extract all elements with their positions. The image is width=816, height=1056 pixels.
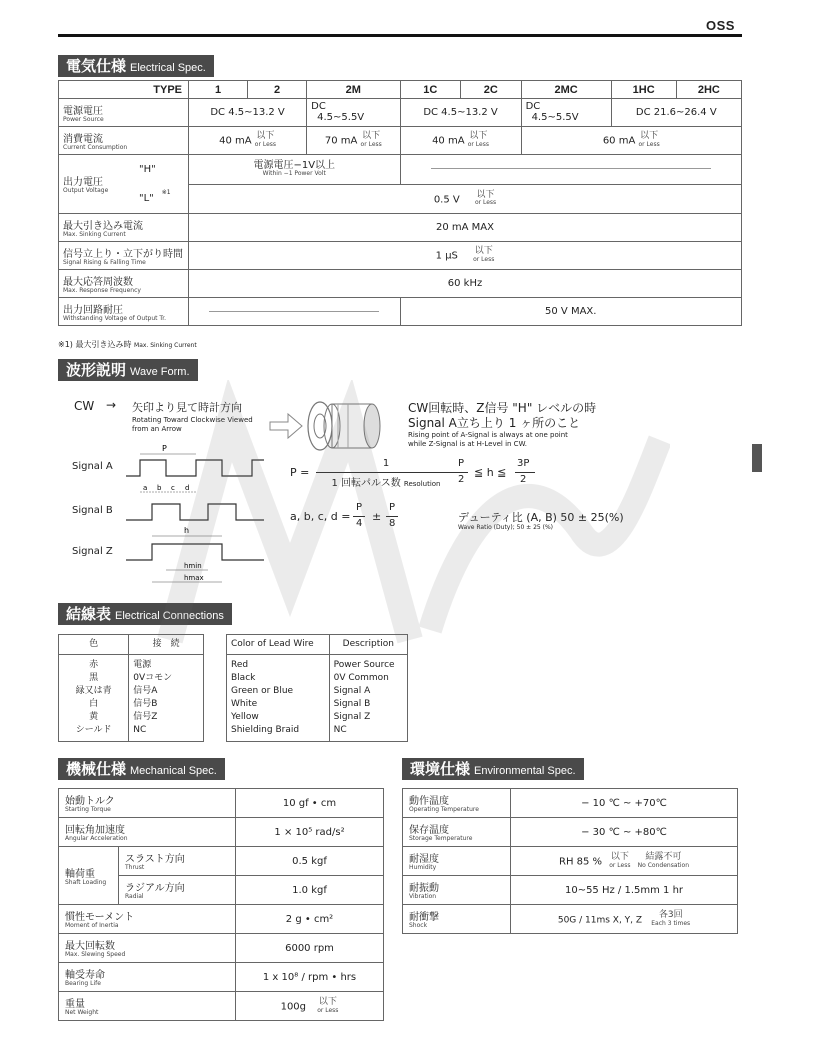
type-2m: 2M — [307, 81, 400, 99]
table-row: 白 信号B — [59, 698, 204, 711]
table-row — [403, 847, 738, 876]
vibration-label: 耐振動 Vibration — [403, 876, 511, 905]
shaft-loading-label: 軸荷重 Shaft Loading — [59, 847, 119, 905]
table-row — [403, 789, 738, 818]
h-ineq-right-bar — [515, 472, 535, 473]
current-2m: 70 mA 以下 or Less — [307, 127, 400, 155]
inertia-value: 2 g • cm² — [236, 905, 384, 934]
storage-label: 保存温度 Storage Temperature — [403, 818, 511, 847]
h-ineq-left-bar — [456, 472, 468, 473]
radial-value: 1.0 kgf — [236, 876, 384, 905]
signal-z-wave — [126, 544, 264, 560]
starting-torque-value: 10 gf • cm — [236, 789, 384, 818]
table-row: Yellow Signal Z — [227, 711, 408, 724]
table-row: Green or Blue Signal A — [227, 685, 408, 698]
mechanical-section-heading: 機械仕様 Mechanical Spec. — [58, 758, 225, 780]
abcd-den2: 8 — [389, 518, 396, 529]
signal-b-label: Signal B — [72, 505, 113, 516]
starting-torque-label: 始動トルク Starting Torque — [59, 789, 236, 818]
bearing-label: 軸受寿命 Bearing Life — [59, 963, 236, 992]
output-l-value: 0.5 V 以下 or Less — [189, 184, 742, 214]
dim-d: d — [185, 484, 190, 492]
conn-jp-h-connect: 接 続 — [129, 635, 204, 655]
conn-en-header — [227, 635, 408, 655]
sinking-value: 20 mA MAX — [189, 214, 742, 242]
thrust-value: 0.5 kgf — [236, 847, 384, 876]
p-dimension-label: P — [162, 444, 167, 453]
table-row: 赤 電源 — [59, 655, 204, 673]
power-source-row — [59, 99, 742, 127]
conn-en-h-desc: Description — [329, 635, 407, 655]
encoder-illustration — [268, 392, 398, 456]
bearing-value: 1 x 10⁸ / rpm • hrs — [236, 963, 384, 992]
duty-ratio-en: Wave Ratio (Duty); 50 ± 25 (%) — [458, 524, 554, 531]
table-row — [59, 992, 384, 1021]
output-h-none — [400, 155, 742, 185]
conn-jp-header — [59, 635, 204, 655]
abcd-pm: ± — [372, 510, 382, 523]
humidity-value: RH 85 % 以下 or Less 結露不可 No Condensation — [511, 847, 738, 876]
output-voltage-label: 出力電圧 Output Voltage "H" "L" ※1 — [59, 155, 189, 214]
cw-desc-en1: Rotating Toward Clockwise Viewed — [132, 416, 253, 424]
signal-a-label: Signal A — [72, 461, 113, 472]
freq-label: 最大応答周波数 Max. Response Frequency — [59, 270, 189, 298]
side-tab-marker — [752, 444, 762, 472]
connections-table-jp — [58, 634, 204, 742]
table-row — [59, 847, 384, 876]
operating-value: − 10 ℃ ~ +70℃ — [511, 789, 738, 818]
wave-note-en2: while Z-Signal is at H-Level in CW. — [408, 440, 527, 448]
sinking-label: 最大引き込み電流 Max. Sinking Current — [59, 214, 189, 242]
accel-value: 1 × 10⁵ rad/s² — [236, 818, 384, 847]
power-source-hc: DC 21.6~26.4 V — [611, 99, 741, 127]
current-row — [59, 127, 742, 155]
rising-row — [59, 242, 742, 270]
freq-row — [59, 270, 742, 298]
type-header-row — [59, 81, 742, 99]
weight-value: 100g 以下 or Less — [236, 992, 384, 1021]
storage-value: − 30 ℃ ~ +80℃ — [511, 818, 738, 847]
table-row — [59, 934, 384, 963]
abcd-bar2 — [386, 516, 398, 517]
withstand-none — [189, 298, 401, 326]
rising-label: 信号立上り・立下がり時間 Signal Rising & Falling Time — [59, 242, 189, 270]
shock-label: 耐衝撃 Shock — [403, 905, 511, 934]
power-source-label: 電源電圧 Power Source — [59, 99, 189, 127]
current-label: 消費電流 Current Consumption — [59, 127, 189, 155]
table-row: Shielding Braid NC — [227, 724, 408, 742]
p-formula-lhs: P = — [290, 466, 310, 479]
signal-z-label: Signal Z — [72, 546, 113, 557]
p-formula-num: 1 — [382, 458, 390, 469]
electrical-section-heading — [58, 55, 214, 77]
sinking-row — [59, 214, 742, 242]
table-row: 黒 0Vコモン — [59, 672, 204, 685]
type-label: TYPE — [59, 81, 189, 99]
wave-section-heading: 波形説明 Wave Form. — [58, 359, 198, 381]
slewing-value: 6000 rpm — [236, 934, 384, 963]
table-row: 緑又は青 信号A — [59, 685, 204, 698]
table-row — [59, 963, 384, 992]
shock-value: 50G / 11ms X, Y, Z 各3回 Each 3 times — [511, 905, 738, 934]
table-row — [59, 905, 384, 934]
h-ineq-left-den: 2 — [458, 474, 465, 485]
electrical-footnote: ※1) 最大引き込み時 Max. Sinking Current — [58, 340, 197, 349]
output-h-row — [59, 155, 742, 185]
electrical-title-en: Electrical Spec. — [130, 62, 206, 74]
brand-logo-text: OSS — [706, 18, 735, 33]
dim-c: c — [171, 484, 175, 492]
abcd-num2: P — [389, 502, 396, 513]
output-l-label: "L" ※1 — [139, 189, 171, 204]
vibration-value: 10~55 Hz / 1.5mm 1 hr — [511, 876, 738, 905]
table-row — [59, 789, 384, 818]
type-2mc: 2MC — [521, 81, 611, 99]
weight-label: 重量 Net Weight — [59, 992, 236, 1021]
table-row — [403, 876, 738, 905]
signal-a-wave — [126, 460, 264, 476]
environmental-spec-table — [402, 788, 738, 934]
current-mc-hc: 60 mA 以下 or Less — [521, 127, 741, 155]
h-dimension-label: h — [184, 526, 190, 535]
connections-table-en — [226, 634, 408, 742]
type-2c: 2C — [461, 81, 522, 99]
cw-desc-jp: 矢印より見て時計方向 — [132, 401, 242, 414]
abcd-num1: P — [356, 502, 363, 513]
power-source-2m: DC 4.5~5.5V — [307, 99, 400, 127]
output-h-value: 電源電圧−1V以上 Within −1 Power Volt — [189, 155, 401, 185]
p-formula-bar — [316, 472, 456, 473]
cw-label: CW — [74, 399, 95, 413]
abcd-formula-lhs: a, b, c, d = — [290, 510, 351, 523]
h-ineq-mid: ≦ h ≦ — [474, 466, 507, 479]
rising-value: 1 μS 以下 or Less — [189, 242, 742, 270]
table-row: Black 0V Common — [227, 672, 408, 685]
table-row — [59, 818, 384, 847]
h-ineq-right-den: 2 — [520, 474, 527, 485]
current-1-2: 40 mA 以下 or Less — [189, 127, 307, 155]
slewing-label: 最大回転数 Max. Slewing Speed — [59, 934, 236, 963]
table-row: Red Power Source — [227, 655, 408, 673]
signal-b-wave — [126, 504, 264, 520]
mechanical-spec-table — [58, 788, 384, 1021]
humidity-label: 耐湿度 Humidity — [403, 847, 511, 876]
cw-desc-en2: from an Arrow — [132, 425, 182, 433]
h-ineq-right-num: 3P — [517, 458, 530, 469]
electrical-spec-table — [58, 80, 742, 326]
type-2: 2 — [248, 81, 307, 99]
duty-ratio-jp: デューティ比 (A, B) 50 ± 25(%) — [458, 511, 624, 524]
inertia-label: 慣性モーメント Moment of Inertia — [59, 905, 236, 934]
abcd-bar1 — [353, 516, 365, 517]
thrust-label: スラスト方向 Thrust — [119, 847, 236, 876]
radial-label: ラジアル方向 Radial — [119, 876, 236, 905]
table-row — [403, 818, 738, 847]
connections-section-heading: 結線表 Electrical Connections — [58, 603, 232, 625]
dim-a: a — [143, 484, 148, 492]
table-row: シールド NC — [59, 724, 204, 742]
power-source-1-2: DC 4.5~13.2 V — [189, 99, 307, 127]
withstand-label: 出力回路耐圧 Withstanding Voltage of Output Tr. — [59, 298, 189, 326]
abcd-den1: 4 — [356, 518, 363, 529]
dim-b: b — [157, 484, 162, 492]
type-1c: 1C — [400, 81, 461, 99]
withstand-row — [59, 298, 742, 326]
header-rule — [58, 34, 742, 37]
current-1c-2c: 40 mA 以下 or Less — [400, 127, 521, 155]
table-row: 黄 信号Z — [59, 711, 204, 724]
power-source-1c-2c: DC 4.5~13.2 V — [400, 99, 521, 127]
wave-note-jp1: CW回転時、Z信号 "H" レベルの時 — [408, 401, 597, 415]
hmin-label: hmin — [184, 562, 202, 570]
p-formula-den: 1 回転パルス数 Resolution — [331, 478, 441, 489]
type-1: 1 — [189, 81, 248, 99]
conn-en-h-color: Color of Lead Wire — [227, 635, 330, 655]
power-source-2mc: DC 4.5~5.5V — [521, 99, 611, 127]
withstand-value: 50 V MAX. — [400, 298, 742, 326]
output-h-label: "H" — [139, 164, 156, 175]
waveform-diagram — [122, 440, 272, 590]
type-1hc: 1HC — [611, 81, 676, 99]
cw-arrow: → — [106, 398, 117, 412]
conn-jp-h-color: 色 — [59, 635, 129, 655]
wave-note-en1: Rising point of A-Signal is always at one point — [408, 431, 568, 439]
type-2hc: 2HC — [676, 81, 741, 99]
accel-label: 回転角加速度 Angular Acceleration — [59, 818, 236, 847]
hmax-label: hmax — [184, 574, 204, 582]
h-ineq-left-num: P — [458, 458, 465, 469]
table-row: White Signal B — [227, 698, 408, 711]
table-row — [403, 905, 738, 934]
environmental-section-heading: 環境仕様 Environmental Spec. — [402, 758, 584, 780]
freq-value: 60 kHz — [189, 270, 742, 298]
wave-note-jp2: Signal A立ち上り 1 ヶ所のこと — [408, 416, 581, 430]
electrical-title-jp: 電気仕様 — [66, 57, 127, 75]
operating-label: 動作温度 Operating Temperature — [403, 789, 511, 818]
